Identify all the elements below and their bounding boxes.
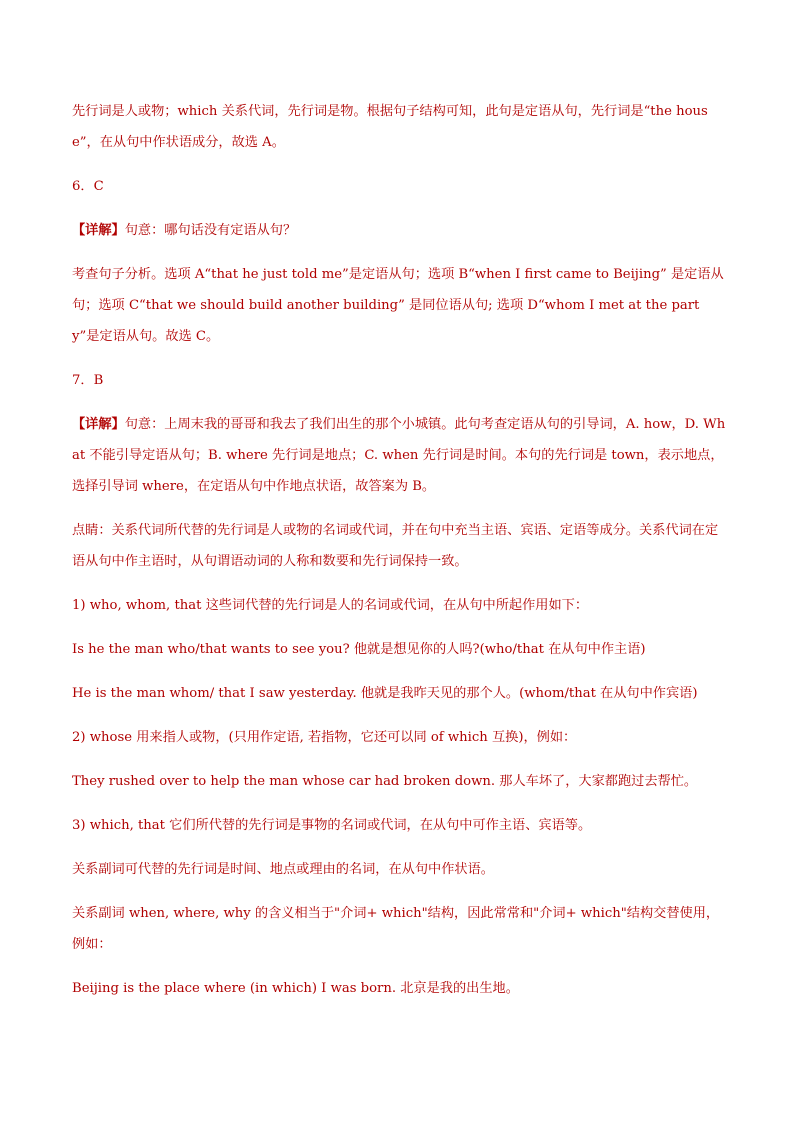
- example-1b: He is the man whom/ that I saw yesterday. 他就是我昨天见的那个人。(whom/that 在从句中作宾语): [72, 686, 698, 701]
- detail-7: [72, 409, 726, 502]
- detail-6-text: 句意：哪句话没有定语从句？: [124, 223, 297, 238]
- answer-6-number: 6．C: [72, 179, 104, 194]
- paragraph-rule-3: 3) which, that 它们所代替的先行词是事物的名词或代词，在从句中可作主语、宾语等。: [72, 818, 592, 833]
- detail-tag: 【详解】: [72, 417, 125, 432]
- paragraph-rule-2: 2) whose 用来指人或物，(只用作定语, 若指物，它还可以同 of which 互换)，例如：: [72, 730, 577, 745]
- paragraph-answer-5-explanation: 先行词是人或物；which 关系代词，先行词是物。根据句子结构可知，此句是定语从句，先行词是“the house”，在从句中作状语成分，故选 A。: [72, 104, 708, 150]
- example-1a: Is he the man who/that wants to see you? 他就是想见你的人吗?(who/that 在从句中作主语): [72, 642, 646, 657]
- paragraph-answer-6-analysis: 考查句子分析。选项 A“that he just told me”是定语从句；选项 B“when I first came to Beijing” 是定语从句；选项 C“that we should build another building” 是同位语从句; 选项 D“whom I met at the party”是定语从句。故选 C。: [72, 267, 724, 344]
- example-2: They rushed over to help the man whose car had broken down. 那人车坏了，大家都跑过去帮忙。: [72, 774, 698, 789]
- paragraph-relative-adverb: 关系副词可代替的先行词是时间、地点或理由的名词，在从句中作状语。: [72, 862, 494, 877]
- paragraph-relative-adverb-2: 关系副词 when, where, why 的含义相当于"介词+ which"结构，因此常常和"介词+ which"结构交替使用，例如：: [72, 906, 720, 952]
- answer-7-number: 7．B: [72, 373, 104, 388]
- paragraph-tip: 点睛：关系代词所代替的先行词是人或物的名词或代词，并在句中充当主语、宾语、定语等成分。关系代词在定语从句中作主语时，从句谓语动词的人称和数要和先行词保持一致。: [72, 523, 719, 569]
- paragraph-rule-1: 1) who, whom, that 这些词代替的先行词是人的名词或代词，在从句中所起作用如下：: [72, 598, 589, 613]
- example-3: Beijing is the place where (in which) I was born. 北京是我的出生地。: [72, 981, 519, 996]
- document-page: [72, 96, 726, 1017]
- detail-7-text: 句意：上周末我的哥哥和我去了我们出生的那个小城镇。此句考查定语从句的引导词，A. how，D. What 不能引导定语从句；B. where 先行词是地点；C. when 先行词是时间。本句的先行词是 town，表示地点，选择引导词 where，在定语从句中作地点状语，故答案为 B。: [72, 417, 726, 494]
- detail-tag: 【详解】: [72, 223, 125, 238]
- detail-6: [72, 215, 726, 246]
